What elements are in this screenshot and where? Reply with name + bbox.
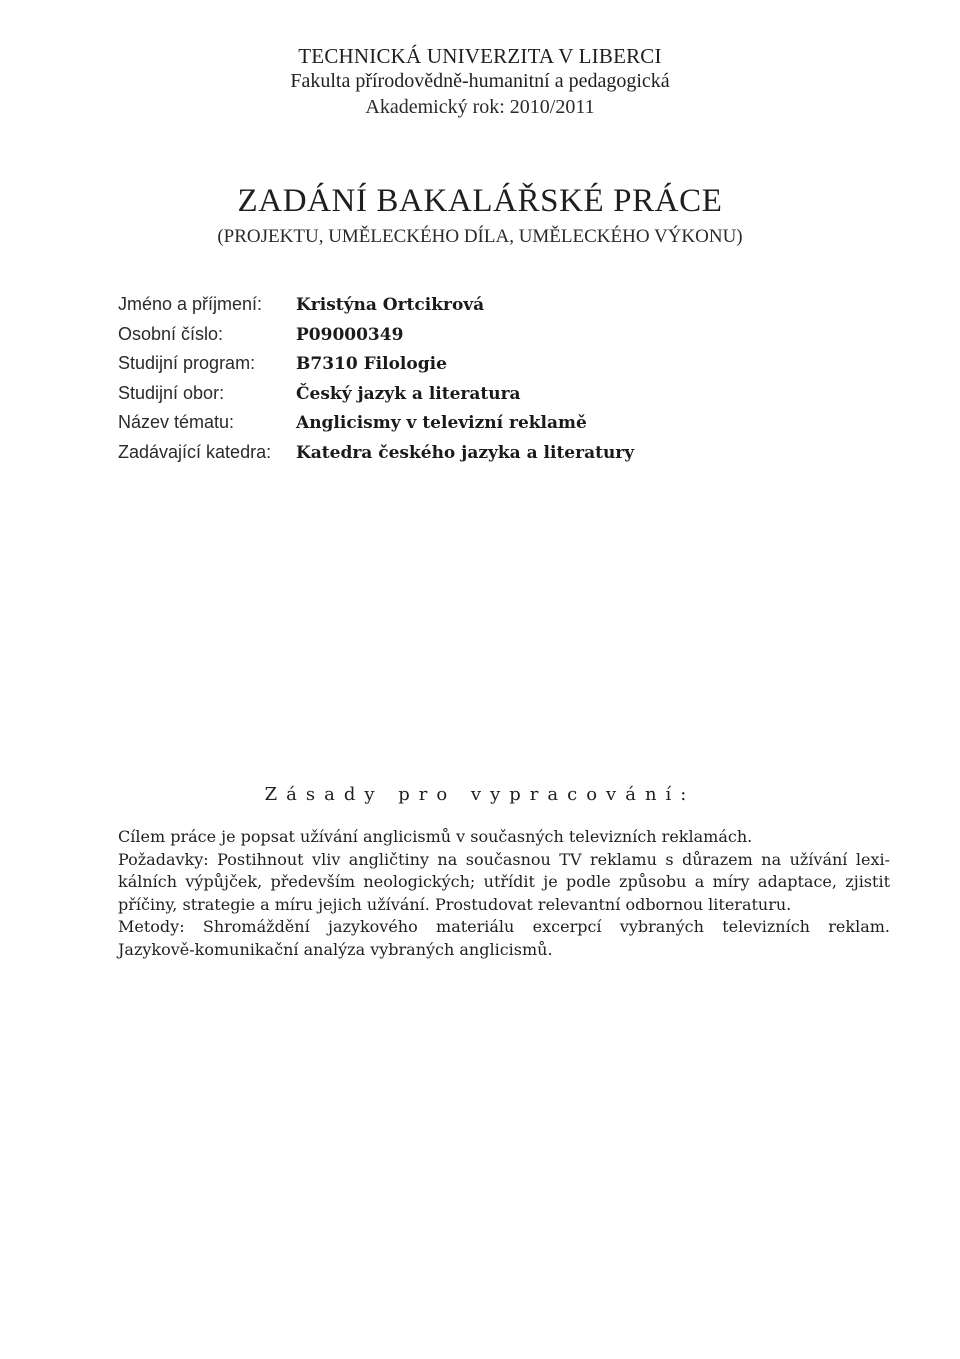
- text-line: kálních výpůjček, především neologických; utřídit je podle způsobu a míry adaptace, zjistit: [118, 872, 890, 891]
- info-value: Katedra českého jazyka a literatury: [296, 442, 635, 463]
- info-value: P09000349: [296, 324, 404, 345]
- text-line: příčiny, strategie a míru jejich užívání. Prostudovat relevantní odbornou literaturu.: [118, 894, 792, 914]
- faculty-name: Fakulta přírodovědně-humanitní a pedagogická: [290, 70, 670, 92]
- info-label: Osobní číslo:: [118, 323, 224, 344]
- info-value: B7310 Filologie: [296, 354, 447, 374]
- text-line: Cílem práce je popsat užívání anglicismů v současných televizních reklamách.: [118, 827, 753, 846]
- text-line: Jazykově-komunikační analýza vybraných anglicismů.: [118, 939, 553, 959]
- principles-text: [118, 826, 890, 961]
- info-row-name: [118, 294, 634, 324]
- info-row-topic: [118, 412, 634, 442]
- info-value: Anglicismy v televizní reklamě: [296, 413, 587, 433]
- info-label: Studijní obor:: [118, 382, 225, 403]
- document-title: ZADÁNÍ BAKALÁŘSKÉ PRÁCE: [237, 183, 723, 219]
- info-label: Jméno a příjmení:: [118, 294, 263, 314]
- info-label: Název tématu:: [118, 412, 235, 432]
- university-name: TECHNICKÁ UNIVERZITA V LIBERCI: [298, 44, 662, 68]
- info-row-personal-number: [118, 324, 634, 354]
- info-row-department: [118, 442, 634, 472]
- student-info-table: [118, 294, 634, 471]
- academic-year: Akademický rok: 2010/2011: [365, 96, 595, 118]
- info-value: Kristýna Ortcikrová: [296, 295, 485, 315]
- info-value: Český jazyk a literatura: [296, 383, 521, 404]
- text-line: Metody: Shromáždění jazykového materiálu excerpcí vybraných televizních reklam.: [118, 917, 890, 936]
- info-row-field: [118, 383, 634, 413]
- info-label: Studijní program:: [118, 353, 256, 373]
- info-label: Zadávající katedra:: [118, 441, 272, 462]
- document-subtitle: (PROJEKTU, UMĚLECKÉHO DÍLA, UMĚLECKÉHO VÝKONU): [217, 226, 743, 247]
- text-line: Požadavky: Postihnout vliv angličtiny na současnou TV reklamu s důrazem na užívání lexi-: [118, 849, 890, 869]
- info-row-study-program: [118, 353, 634, 383]
- principles-heading: Zásady pro vypracování:: [264, 784, 696, 805]
